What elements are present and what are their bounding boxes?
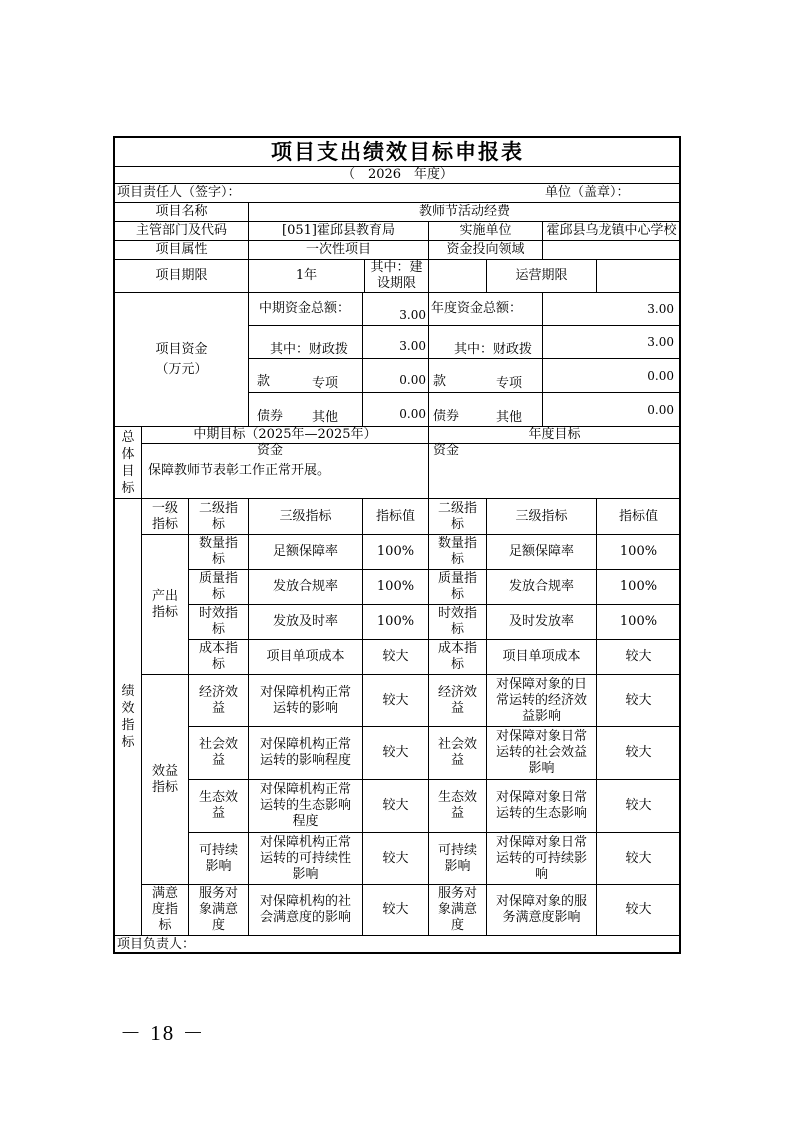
mid-total-value: 3.00	[363, 293, 429, 326]
annual-other-value: 0.00	[543, 393, 681, 427]
operation-period-label: 运营期限	[487, 260, 597, 293]
performance-indicator-label: 绩 效 指 标	[115, 499, 142, 936]
indicator-row-mid-level2: 质量指 标	[189, 570, 249, 605]
construction-period-label: 其中：建 设期限	[365, 260, 429, 293]
annual-target-header: 年度目标	[429, 427, 681, 444]
annual-bond-label-line2: 债券	[433, 409, 460, 424]
mid-total-label: 中期资金总额：	[249, 293, 363, 326]
indicator-row-mid-value: 较大	[363, 727, 429, 780]
mid-bond-label-line2: 债券	[257, 409, 284, 424]
project-name-value: 教师节活动经费	[249, 203, 681, 222]
indicator-row-annual-value: 较大	[597, 885, 681, 936]
annual-total-value: 3.00	[543, 293, 681, 326]
indicator-row-annual-level2: 质量指 标	[429, 570, 487, 605]
project-leader: 项目负责人：	[115, 936, 681, 954]
project-funds-label: 项目资金 （万元）	[115, 293, 249, 427]
indicator-row-annual-level2: 经济效 益	[429, 675, 487, 727]
output-indicator-label: 产出 指标	[142, 535, 189, 675]
indicator-row-mid-value: 100%	[363, 605, 429, 640]
annual-header-level3: 三级指标	[487, 499, 597, 535]
indicator-row-annual-value: 较大	[597, 640, 681, 675]
indicator-row-annual-value: 较大	[597, 727, 681, 780]
indicator-row-annual-level2: 数量指 标	[429, 535, 487, 570]
indicator-row-mid-level2: 经济效 益	[189, 675, 249, 727]
indicator-row-mid-level3: 发放合规率	[249, 570, 363, 605]
mid-bond-value: 0.00	[363, 359, 429, 393]
indicator-row-mid-value: 较大	[363, 780, 429, 833]
annual-target-text	[429, 444, 681, 499]
indicator-row-annual-level3: 项目单项成本	[487, 640, 597, 675]
mid-fiscal-label-line1: 其中：财政拨	[269, 342, 348, 357]
indicator-row-mid-level2: 可持续 影响	[189, 833, 249, 885]
period-label: 项目期限	[115, 260, 249, 293]
fund-direction-value	[543, 241, 681, 260]
indicator-row-annual-level2: 时效指 标	[429, 605, 487, 640]
indicator-row-mid-value: 100%	[363, 535, 429, 570]
indicator-row-mid-level3: 对保障机构正常 运转的生态影响 程度	[249, 780, 363, 833]
indicator-row-mid-value: 较大	[363, 675, 429, 727]
indicator-row-mid-level3: 足额保障率	[249, 535, 363, 570]
indicator-row-annual-level2: 可持续 影响	[429, 833, 487, 885]
indicator-row-mid-level2: 社会效 益	[189, 727, 249, 780]
mid-target-text: 保障教师节表彰工作正常开展。	[142, 444, 429, 499]
indicator-row-mid-level3: 发放及时率	[249, 605, 363, 640]
indicator-row-annual-level3: 发放合规率	[487, 570, 597, 605]
annual-header-value: 指标值	[597, 499, 681, 535]
indicator-row-annual-level3: 及时发放率	[487, 605, 597, 640]
indicator-row-mid-value: 较大	[363, 885, 429, 936]
construction-period-value	[429, 260, 487, 293]
annual-header-level2: 二级指 标	[429, 499, 487, 535]
benefit-indicator-label: 效益 指标	[142, 675, 189, 885]
annual-total-label: 年度资金总额：	[429, 293, 543, 326]
indicator-row-mid-level2: 成本指 标	[189, 640, 249, 675]
indicator-row-mid-level3: 对保障机构正常 运转的影响程度	[249, 727, 363, 780]
page-number: － 18 －	[120, 1021, 206, 1045]
indicator-row-annual-level3: 对保障对象的日 常运转的经济效 益影响	[487, 675, 597, 727]
indicator-row-mid-level3: 对保障机构正常 运转的可持续性 影响	[249, 833, 363, 885]
indicator-row-mid-level2: 生态效 益	[189, 780, 249, 833]
unit-seal: 单位（盖章）：	[543, 184, 681, 203]
operation-period-value	[597, 260, 681, 293]
indicator-row-mid-level2: 时效指 标	[189, 605, 249, 640]
indicator-row-annual-level2: 服务对 象满意 度	[429, 885, 487, 936]
department-label: 主管部门及代码	[115, 222, 249, 241]
annual-other-label-line1: 其他	[495, 410, 522, 425]
mid-header-level1: 一级 指标	[142, 499, 189, 535]
department-value: [051]霍邱县教育局	[249, 222, 429, 241]
annual-bond-value: 0.00	[543, 359, 681, 393]
year-line: （ 2026 年度）	[115, 167, 681, 184]
form-title: 项目支出绩效目标申报表	[115, 138, 681, 167]
indicator-row-annual-level2: 生态效 益	[429, 780, 487, 833]
annual-fiscal-label-line2: 款	[433, 374, 447, 389]
indicator-row-annual-value: 100%	[597, 535, 681, 570]
mid-header-value: 指标值	[363, 499, 429, 535]
annual-bond-label-line1: 专项	[495, 376, 522, 391]
indicator-row-mid-level3: 对保障机构正常 运转的影响	[249, 675, 363, 727]
annual-other-label-line2: 资金	[433, 443, 460, 458]
indicator-row-annual-level3: 对保障对象日常 运转的可持续影 响	[487, 833, 597, 885]
mid-other-label-line2: 资金	[257, 443, 284, 458]
indicator-row-mid-level3: 项目单项成本	[249, 640, 363, 675]
attribute-value: 一次性项目	[249, 241, 429, 260]
indicator-row-mid-level3: 对保障机构的社 会满意度的影响	[249, 885, 363, 936]
indicator-row-mid-level2: 服务对 象满意 度	[189, 885, 249, 936]
indicator-row-annual-level2: 成本指 标	[429, 640, 487, 675]
annual-other-label	[429, 393, 543, 458]
indicator-row-annual-value: 100%	[597, 605, 681, 640]
responsible-person-sign: 项目责任人（签字）：	[115, 184, 543, 203]
mid-fiscal-label-line2: 款	[257, 374, 271, 389]
annual-fiscal-value: 3.00	[543, 326, 681, 359]
indicator-row-annual-level3: 对保障对象日常 运转的生态影响	[487, 780, 597, 833]
project-name-label: 项目名称	[115, 203, 249, 222]
mid-bond-label-line1: 专项	[311, 376, 338, 391]
mid-header-level3: 三级指标	[249, 499, 363, 535]
satisfaction-indicator-label: 满意 度指 标	[142, 885, 189, 936]
period-value: 1年	[249, 260, 365, 293]
indicator-row-annual-value: 较大	[597, 833, 681, 885]
performance-target-form	[113, 136, 681, 954]
mid-other-label-line1: 其他	[311, 410, 338, 425]
overall-target-label: 总 体 目 标	[115, 427, 142, 499]
indicator-row-mid-level2: 数量指 标	[189, 535, 249, 570]
indicator-row-annual-level3: 对保障对象的服 务满意度影响	[487, 885, 597, 936]
annual-fiscal-label-line1: 其中：财政拨	[453, 342, 532, 357]
indicator-row-annual-value: 较大	[597, 780, 681, 833]
mid-target-header: 中期目标（2025年—2025年）	[142, 427, 429, 444]
mid-header-level2: 二级指 标	[189, 499, 249, 535]
fund-direction-label: 资金投向领域	[429, 241, 543, 260]
attribute-label: 项目属性	[115, 241, 249, 260]
mid-other-value: 0.00	[363, 393, 429, 427]
indicator-row-annual-level3: 对保障对象日常 运转的社会效益 影响	[487, 727, 597, 780]
indicator-row-annual-value: 100%	[597, 570, 681, 605]
indicator-row-annual-level2: 社会效 益	[429, 727, 487, 780]
indicator-row-annual-value: 较大	[597, 675, 681, 727]
indicator-row-mid-value: 较大	[363, 640, 429, 675]
indicator-row-mid-value: 较大	[363, 833, 429, 885]
indicator-row-mid-value: 100%	[363, 570, 429, 605]
indicator-row-annual-level3: 足额保障率	[487, 535, 597, 570]
implementer-value: 霍邱县乌龙镇中心学校	[543, 222, 681, 241]
mid-fiscal-value: 3.00	[363, 326, 429, 359]
implementer-label: 实施单位	[429, 222, 543, 241]
